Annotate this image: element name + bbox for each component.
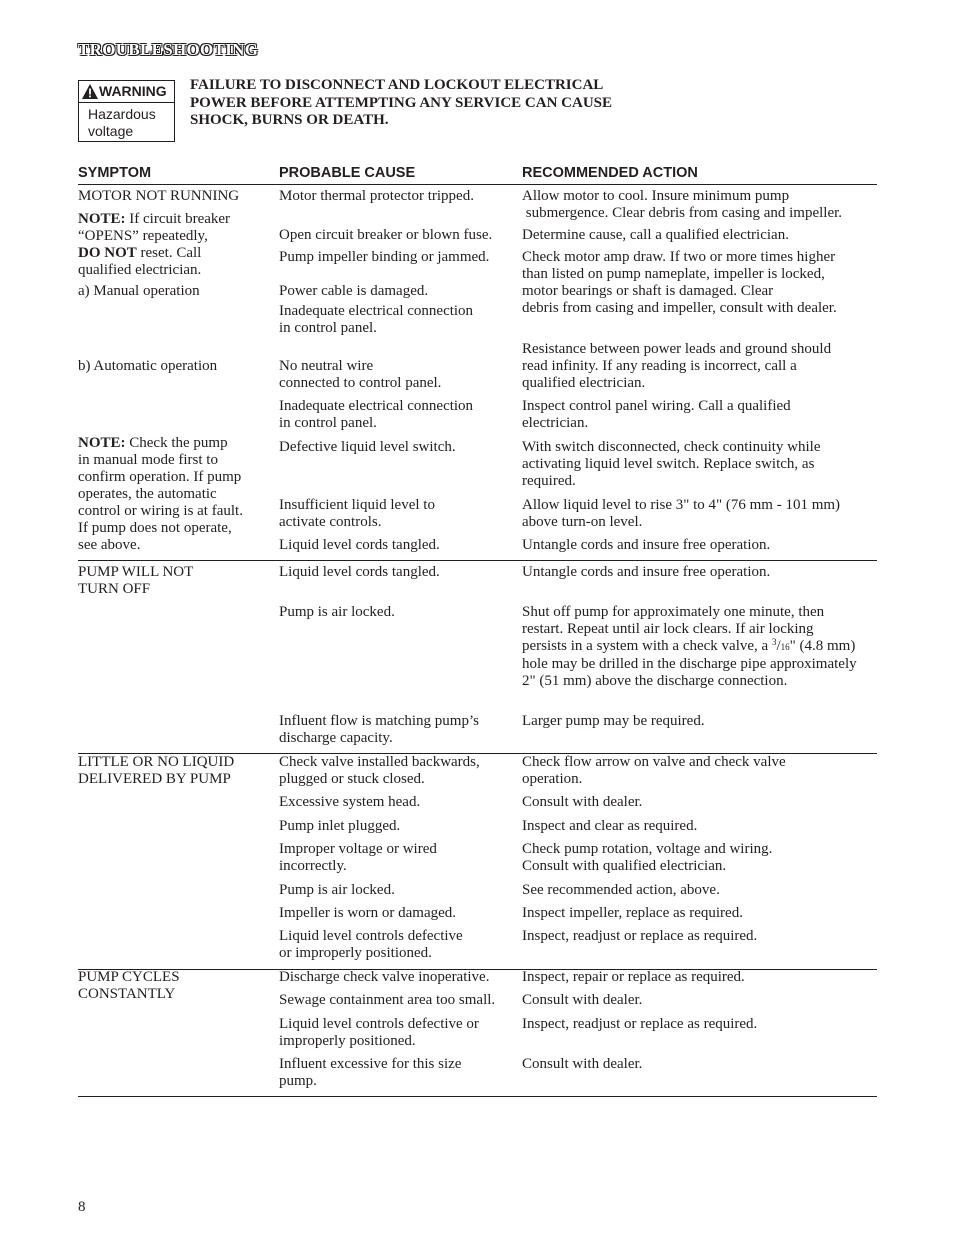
action-line: debris from casing and impeller, consult with dealer. [522, 300, 837, 316]
action-line: Consult with dealer. [522, 794, 643, 810]
action-line: Inspect, repair or replace as required. [522, 969, 745, 985]
warning-word: WARNING [99, 83, 167, 99]
action-line: Untangle cords and insure free operation. [522, 564, 771, 580]
cause-line: improperly positioned. [279, 1033, 416, 1049]
cause-line: Defective liquid level switch. [279, 439, 456, 455]
cause-line: Liquid level controls defective or [279, 1016, 479, 1032]
note-1-line-3: reset. Call [136, 245, 202, 261]
action-line: Resistance between power leads and ground should [522, 341, 832, 357]
action-line: Check motor amp draw. If two or more times higher [522, 249, 836, 265]
action-item [522, 249, 837, 317]
cause-line: Check valve installed backwards, [279, 754, 480, 770]
cause-line: Liquid level cords tangled. [279, 564, 440, 580]
symptom-motor-not-running: MOTOR NOT RUNNING [78, 188, 240, 204]
cause-item [279, 537, 440, 554]
note-1-line-2: “OPENS” repeatedly, [78, 228, 208, 244]
action-line: persists in a system with a check valve, a $^3$/16" (4.8 mm) [522, 637, 856, 654]
action-item [522, 969, 745, 986]
symptom-line: CONSTANTLY [78, 986, 176, 1002]
note-1-line-4: qualified electrician. [78, 262, 202, 278]
note-1-text: If circuit breaker [125, 211, 231, 227]
hazard-line-2: voltage [88, 123, 134, 139]
action-line: Allow liquid level to rise 3" to 4" (76 mm - 101 mm) [522, 497, 841, 513]
cause-line: Improper voltage or wired [279, 841, 437, 857]
hazard-text [88, 106, 156, 140]
action-item [522, 794, 642, 811]
action-line: With switch disconnected, check continuity while [522, 439, 821, 455]
cause-item [279, 1016, 479, 1050]
action-line: Inspect, readjust or replace as required. [522, 928, 758, 944]
action-line: Inspect, readjust or replace as required. [522, 1016, 758, 1032]
cause-item [279, 439, 456, 456]
cause-item [279, 188, 474, 205]
note-2-line-5: control or wiring is at fault. [78, 503, 243, 519]
note-2-line-7: see above. [78, 537, 141, 553]
symptom-pump-will-not-turn-off [78, 564, 193, 598]
cause-line: Pump is air locked. [279, 604, 395, 620]
action-item [522, 754, 786, 788]
cause-line: in control panel. [279, 320, 377, 336]
fraction-numerator: 3 [771, 637, 777, 647]
cause-line: Influent excessive for this size [279, 1056, 462, 1072]
note-2-bold: NOTE: [78, 435, 126, 451]
fraction-denominator: 16 [780, 642, 790, 652]
action-item [522, 841, 772, 875]
action-line: above turn-on level. [522, 514, 643, 530]
action-line: qualified electrician. [522, 375, 646, 391]
cause-item [279, 818, 400, 835]
warning-label-box [78, 80, 175, 142]
cause-item [279, 713, 479, 747]
cause-line: Open circuit breaker or blown fuse. [279, 227, 493, 243]
action-line: Consult with qualified electrician. [522, 858, 727, 874]
action-item [522, 439, 820, 490]
symptom-line: TURN OFF [78, 581, 151, 597]
cause-line: No neutral wire [279, 358, 374, 374]
table-bottom-rule [78, 1096, 877, 1097]
action-item [522, 398, 791, 432]
cause-line: Insufficient liquid level to [279, 497, 435, 513]
cause-line: Liquid level cords tangled. [279, 537, 440, 553]
note-2-line-2: in manual mode first to [78, 452, 218, 468]
action-line: Inspect and clear as required. [522, 818, 698, 834]
cause-line: Liquid level controls defective [279, 928, 463, 944]
action-item [522, 604, 857, 690]
action-line: read infinity. If any reading is incorrect, call a [522, 358, 797, 374]
symptom-manual-operation: a) Manual operation [78, 283, 200, 299]
warning-message-line-1: FAILURE TO DISCONNECT AND LOCKOUT ELECTRICAL [190, 77, 604, 93]
symptom-automatic-operation: b) Automatic operation [78, 358, 218, 374]
warning-triangle-icon [82, 84, 98, 99]
symptom-line: PUMP WILL NOT [78, 564, 194, 580]
action-line: See recommended action, above. [522, 882, 720, 898]
action-text: persists in a system with a check valve, a [522, 638, 772, 654]
action-item [522, 928, 757, 945]
cause-line: Sewage containment area too small. [279, 992, 496, 1008]
cause-line: in control panel. [279, 415, 377, 431]
action-line: activating liquid level switch. Replace switch, as [522, 456, 815, 472]
action-item [522, 227, 789, 244]
cause-item [279, 841, 437, 875]
cause-item [279, 794, 420, 811]
cause-line: Pump inlet plugged. [279, 818, 401, 834]
header-recommended-action: RECOMMENDED ACTION [522, 165, 698, 181]
cause-item [279, 303, 473, 337]
action-line: 2" (51 mm) above the discharge connection. [522, 673, 788, 689]
cause-line: Inadequate electrical connection [279, 398, 474, 414]
cause-line: incorrectly. [279, 858, 347, 874]
cause-line: pump. [279, 1073, 317, 1089]
cause-line: Excessive system head. [279, 794, 421, 810]
action-item [522, 882, 720, 899]
cause-item [279, 497, 435, 531]
action-line: required. [522, 473, 576, 489]
action-line: operation. [522, 771, 583, 787]
cause-item [279, 969, 489, 986]
note-2-line-4: operates, the automatic [78, 486, 217, 502]
symptom-line: LITTLE OR NO LIQUID [78, 754, 235, 770]
cause-item [279, 227, 492, 244]
action-line: Untangle cords and insure free operation. [522, 537, 771, 553]
cause-line: plugged or stuck closed. [279, 771, 425, 787]
action-item [522, 1016, 757, 1033]
action-line: than listed on pump nameplate, impeller is locked, [522, 266, 825, 282]
cause-line: Motor thermal protector tripped. [279, 188, 474, 204]
cause-line: Impeller is worn or damaged. [279, 905, 457, 921]
symptom-little-or-no-liquid [78, 754, 234, 788]
action-item [522, 818, 697, 835]
cause-line: Power cable is damaged. [279, 283, 429, 299]
page-number: 8 [78, 1199, 86, 1215]
cause-line: Influent flow is matching pump’s [279, 713, 479, 729]
note-1-bold: NOTE: [78, 211, 126, 227]
section-title: TROUBLESHOOTING [78, 40, 259, 59]
action-line: restart. Repeat until air lock clears. If air locking [522, 621, 814, 637]
note-2-text: Check the pump [125, 435, 228, 451]
cause-line: Discharge check valve inoperative. [279, 969, 490, 985]
action-line: electrician. [522, 415, 589, 431]
cause-item [279, 905, 456, 922]
hazard-line-1: Hazardous [88, 106, 156, 122]
action-line: motor bearings or shaft is damaged. Clear [522, 283, 774, 299]
cause-item [279, 882, 395, 899]
action-item [522, 497, 840, 531]
note-2-line-3: confirm operation. If pump [78, 469, 242, 485]
warning-message [190, 77, 660, 130]
warning-message-line-3: SHOCK, BURNS OR DEATH. [190, 112, 389, 128]
action-item [522, 992, 642, 1009]
cause-item [279, 604, 395, 621]
cause-item [279, 1056, 461, 1090]
action-line: Check flow arrow on valve and check valve [522, 754, 786, 770]
cause-item [279, 249, 489, 266]
cause-line: Pump impeller binding or jammed. [279, 249, 490, 265]
section-rule [78, 560, 877, 561]
action-line: Consult with dealer. [522, 992, 643, 1008]
action-item [522, 341, 831, 392]
cause-line: connected to control panel. [279, 375, 442, 391]
warning-message-line-2: POWER BEFORE ATTEMPTING ANY SERVICE CAN CAUSE [190, 94, 613, 111]
note-1-do-not: DO NOT [78, 245, 137, 261]
header-symptom: SYMPTOM [78, 165, 152, 181]
action-line: Determine cause, call a qualified electrician. [522, 227, 789, 243]
cause-item [279, 398, 473, 432]
symptom-pump-cycles-constantly [78, 969, 180, 1003]
action-item [522, 905, 743, 922]
cause-item [279, 928, 463, 962]
action-item [522, 1056, 642, 1073]
symptom-note-2 [78, 435, 243, 554]
cause-line: Pump is air locked. [279, 882, 395, 898]
action-item [522, 564, 770, 581]
cause-item [279, 283, 428, 300]
cause-line: activate controls. [279, 514, 382, 530]
cause-item [279, 564, 440, 581]
header-rule [78, 184, 877, 185]
action-line: submergence. Clear debris from casing and impeller. [522, 205, 843, 221]
cause-line: discharge capacity. [279, 730, 393, 746]
action-item [522, 537, 770, 554]
action-text: " (4.8 mm) [789, 638, 856, 654]
cause-item [279, 992, 495, 1009]
action-line: Shut off pump for approximately one minute, then [522, 604, 825, 620]
cause-line: or improperly positioned. [279, 945, 432, 961]
cause-item [279, 754, 480, 788]
symptom-line: DELIVERED BY PUMP [78, 771, 231, 787]
action-line: Allow motor to cool. Insure minimum pump [522, 188, 790, 204]
symptom-line: PUMP CYCLES [78, 969, 180, 985]
action-line: Inspect impeller, replace as required. [522, 905, 743, 921]
action-line: Consult with dealer. [522, 1056, 643, 1072]
cause-line: Inadequate electrical connection [279, 303, 474, 319]
action-line: Inspect control panel wiring. Call a qualified [522, 398, 791, 414]
action-line: hole may be drilled in the discharge pipe approximately [522, 656, 857, 672]
cause-item [279, 358, 441, 392]
symptom-note-1 [78, 211, 230, 279]
note-2-line-6: If pump does not operate, [78, 520, 232, 536]
action-item [522, 713, 705, 730]
warning-header [79, 81, 174, 103]
action-line: Check pump rotation, voltage and wiring. [522, 841, 773, 857]
header-probable-cause: PROBABLE CAUSE [279, 165, 416, 181]
action-item [522, 188, 842, 222]
action-line: Larger pump may be required. [522, 713, 705, 729]
